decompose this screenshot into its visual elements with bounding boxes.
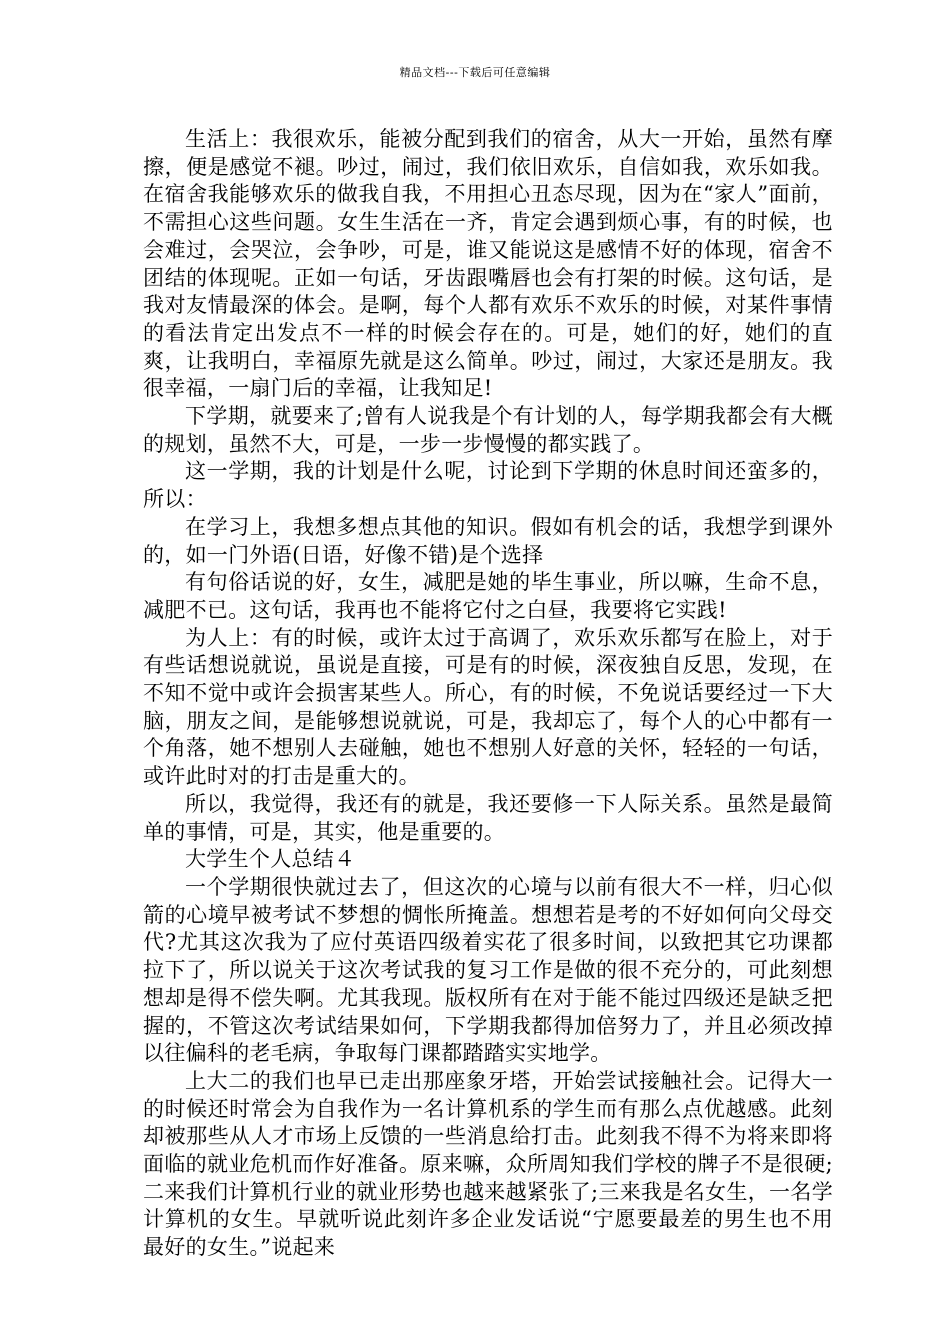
paragraph-conduct: 为人上：有的时候，或许太过于高调了，欢乐欢乐都写在脸上，对于有些话想说就说，虽说是直接，可是有的时候，深夜独自反思，发现，在不知不觉中或许会损害某些人。所心，有的时候，不免说话要经过一下大脑，朋友之间，是能够想说就说，可是，我却忘了，每个人的心中都有一个角落，她不想别人去碰触，她也不想别人好意的关怀，轻轻的一句话，或许此时对的打击是重大的。 — [143, 625, 833, 789]
paragraph-next-semester: 下学期，就要来了;曾有人说我是个有计划的人，每学期我都会有大概的规划，虽然不大，可是，一步一步慢慢的都实践了。 — [143, 404, 833, 456]
paragraph-plan: 这一学期，我的计划是什么呢，讨论到下学期的休息时间还蛮多的，所以： — [143, 459, 833, 512]
page-header: 精品文档---下载后可任意编辑 — [399, 66, 551, 79]
paragraph-society: 上大二的我们也早已走出那座象牙塔，开始尝试接触社会。记得大一的时候还时常会为自我作为一名计算机系的学生而有那么点优越感。此刻却被那些从人才市场上反馈的一些消息给打击。此刻我不得不为将来即将面临的就业危机而作好准备。原来嘛，众所周知我们学校的牌子不是很硬;二来我们计算机行业的就业形势也越来越紧张了;三来我是名女生，一名学计算机的女生。早就听说此刻许多企业发话说“宁愿要最差的男生也不用最好的女生。”说起来 — [143, 1068, 833, 1260]
paragraph-life: 生活上：我很欢乐，能被分配到我们的宿舍，从大一开始，虽然有摩擦，便是感觉不褪。吵过，闹过，我们依旧欢乐，自信如我，欢乐如我。在宿舍我能够欢乐的做我自我，不用担心丑态尽现，因为在“家人”面前，不需担心这些问题。女生生活在一齐，肯定会遇到烦心事，有的时候，也会难过，会哭泣，会争吵，可是，谁又能说这是感情不好的体现，宿舍不团结的体现呢。正如一句话，牙齿跟嘴唇也会有打架的时候。这句话，是我对友情最深的体会。是啊，每个人都有欢乐不欢乐的时候，对某件事情的看法肯定出发点不一样的时候会存在的。可是，她们的好，她们的直爽，让我明白，幸福原先就是这么简单。吵过，闹过，大家还是朋友。我很幸福，一扇门后的幸福，让我知足! — [143, 127, 833, 401]
paragraph-relations: 所以，我觉得，我还有的就是，我还要修一下人际关系。虽然是最简单的事情，可是，其实，他是重要的。 — [143, 791, 833, 844]
paragraph-exams: 一个学期很快就过去了，但这次的心境与以前有很大不一样，归心似箭的心境早被考试不梦想的惆怅所掩盖。想想若是考的不好如何向父母交代?尤其这次我为了应付英语四级着实花了很多时间，以致把其它功课都拉下了，所以说关于这次考试我的复习工作是做的很不充分的，可此刻想想却是得不偿失啊。尤其我现。版权所有在对于能不能过四级还是缺乏把握的，不管这次考试结果如何，下学期我都得加倍努力了，并且必须改掉以往偏科的老毛病，争取每门课都踏踏实实地学。 — [143, 874, 833, 1066]
document-body — [143, 126, 833, 1262]
paragraph-diet: 有句俗话说的好，女生，减肥是她的毕生事业，所以嘛，生命不息，减肥不已。这句话，我再也不能将它付之白昼，我要将它实践! — [143, 570, 833, 622]
paragraph-study: 在学习上，我想多想点其他的知识。假如有机会的话，我想学到课外的，如一门外语(日语，好像不错)是个选择 — [143, 514, 833, 567]
section-heading: 大学生个人总结４ — [185, 847, 356, 872]
